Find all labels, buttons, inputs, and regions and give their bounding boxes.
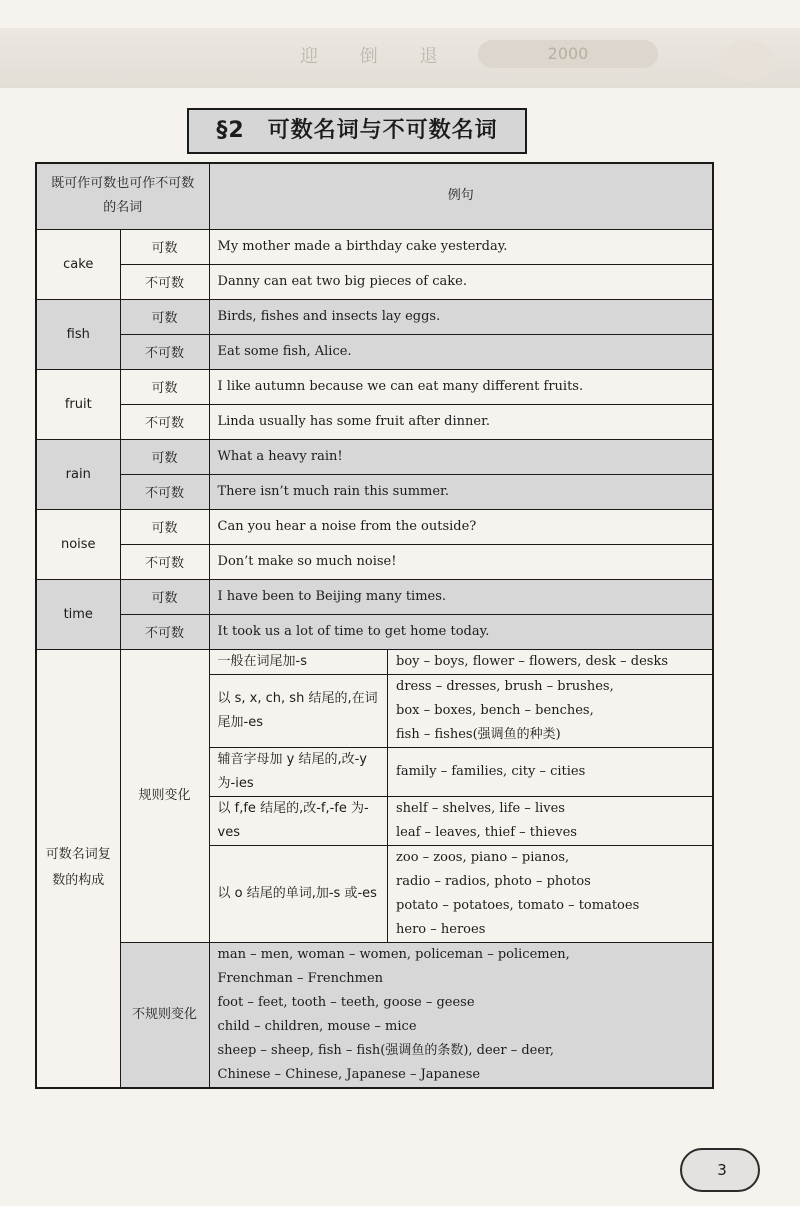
countable-label: 可数 — [120, 579, 209, 614]
irregular-example-line: sheep – sheep, fish – fish(强调鱼的条数), deer – deer, — [217, 1042, 554, 1058]
countable-label: 可数 — [120, 439, 209, 474]
uncountable-example: Linda usually has some fruit after dinner. — [209, 404, 713, 439]
table-row — [36, 614, 713, 649]
uncountable-example: There isn’t much rain this summer. — [209, 474, 713, 509]
table-row — [36, 229, 713, 264]
plural-examples — [388, 674, 713, 747]
noun-cell: fruit — [36, 369, 120, 439]
section-title: §2 可数名词与不可数名词 — [187, 108, 527, 154]
page-number-badge — [680, 1148, 760, 1192]
plural-example-line: boy – boys, flower – flowers, desk – desks — [396, 653, 669, 669]
countable-label: 可数 — [120, 369, 209, 404]
table-row — [36, 579, 713, 614]
page-number: 3 — [717, 1161, 727, 1179]
plural-rule-row — [210, 796, 713, 845]
uncountable-label: 不可数 — [120, 544, 209, 579]
countable-example: I like autumn because we can eat many different fruits. — [209, 369, 713, 404]
uncountable-example: Danny can eat two big pieces of cake. — [209, 264, 713, 299]
plural-example-line: leaf – leaves, thief – thieves — [396, 824, 577, 840]
table-row — [36, 509, 713, 544]
uncountable-label: 不可数 — [120, 614, 209, 649]
countable-label: 可数 — [120, 229, 209, 264]
plural-rule-row — [210, 674, 713, 747]
irregular-label: 不规则变化 — [120, 942, 209, 1088]
uncountable-label: 不可数 — [120, 264, 209, 299]
plural-rule-row — [210, 845, 713, 942]
plural-rule-row — [210, 650, 713, 675]
header-left-cell: 既可作可数也可作不可数的名词 — [36, 163, 209, 229]
uncountable-example: Eat some fish, Alice. — [209, 334, 713, 369]
table-row — [36, 404, 713, 439]
plural-example-line: radio – radios, photo – photos — [396, 873, 591, 889]
uncountable-example: It took us a lot of time to get home today. — [209, 614, 713, 649]
plural-regular-row — [36, 649, 713, 942]
table-row — [36, 474, 713, 509]
irregular-example-line: man – men, woman – women, policeman – policemen, — [217, 946, 570, 962]
noun-cell: time — [36, 579, 120, 649]
plural-example-line: zoo – zoos, piano – pianos, — [396, 849, 570, 865]
plural-example-line: dress – dresses, brush – brushes, — [396, 678, 614, 694]
noun-table — [35, 162, 714, 1089]
noun-cell: noise — [36, 509, 120, 579]
uncountable-label: 不可数 — [120, 334, 209, 369]
plural-examples — [388, 796, 713, 845]
noun-cell: fish — [36, 299, 120, 369]
plural-example-line: fish – fishes(强调鱼的种类) — [396, 726, 561, 742]
table-row — [36, 264, 713, 299]
plural-example-line: shelf – shelves, life – lives — [396, 800, 565, 816]
countable-example: What a heavy rain! — [209, 439, 713, 474]
plural-rule: 以 o 结尾的单词,加-s 或-es — [210, 845, 388, 942]
irregular-examples — [209, 942, 713, 1088]
countable-example: Can you hear a noise from the outside? — [209, 509, 713, 544]
plural-rule: 以 f,fe 结尾的,改-f,-fe 为-ves — [210, 796, 388, 845]
countable-label: 可数 — [120, 299, 209, 334]
plural-examples — [388, 650, 713, 675]
running-header-text: 迎 倒 退 — [300, 46, 456, 67]
countable-example: Birds, fishes and insects lay eggs. — [209, 299, 713, 334]
plural-example-line: hero – heroes — [396, 921, 486, 937]
corner-cloud-decoration — [718, 40, 774, 82]
header-right-cell: 例句 — [209, 163, 713, 229]
table-row — [36, 369, 713, 404]
plural-rule-row — [210, 747, 713, 796]
uncountable-label: 不可数 — [120, 474, 209, 509]
regular-rules-table — [210, 650, 713, 942]
noun-cell: rain — [36, 439, 120, 509]
uncountable-example: Don’t make so much noise! — [209, 544, 713, 579]
plural-label: 可数名词复数的构成 — [36, 649, 120, 1088]
irregular-example-line: Chinese – Chinese, Japanese – Japanese — [217, 1066, 481, 1082]
noun-cell: cake — [36, 229, 120, 299]
countable-label: 可数 — [120, 509, 209, 544]
table-row — [36, 299, 713, 334]
plural-rule: 以 s, x, ch, sh 结尾的,在词尾加-es — [210, 674, 388, 747]
irregular-example-line: Frenchman – Frenchmen — [217, 970, 384, 986]
plural-example-line: family – families, city – cities — [396, 763, 586, 779]
table-row — [36, 439, 713, 474]
regular-label: 规则变化 — [120, 649, 209, 942]
plural-rule: 一般在词尾加-s — [210, 650, 388, 675]
uncountable-label: 不可数 — [120, 404, 209, 439]
countable-example: My mother made a birthday cake yesterday. — [209, 229, 713, 264]
irregular-example-line: foot – feet, tooth – teeth, goose – geese — [217, 994, 475, 1010]
plural-rule: 辅音字母加 y 结尾的,改-y 为-ies — [210, 747, 388, 796]
plural-examples — [388, 747, 713, 796]
plural-irregular-row — [36, 942, 713, 1088]
plural-examples — [388, 845, 713, 942]
irregular-example-line: child – children, mouse – mice — [217, 1018, 417, 1034]
running-header-year: 2000 — [478, 40, 658, 68]
plural-example-line: potato – potatoes, tomato – tomatoes — [396, 897, 640, 913]
countable-example: I have been to Beijing many times. — [209, 579, 713, 614]
table-row — [36, 334, 713, 369]
table-row — [36, 544, 713, 579]
plural-example-line: box – boxes, bench – benches, — [396, 702, 594, 718]
